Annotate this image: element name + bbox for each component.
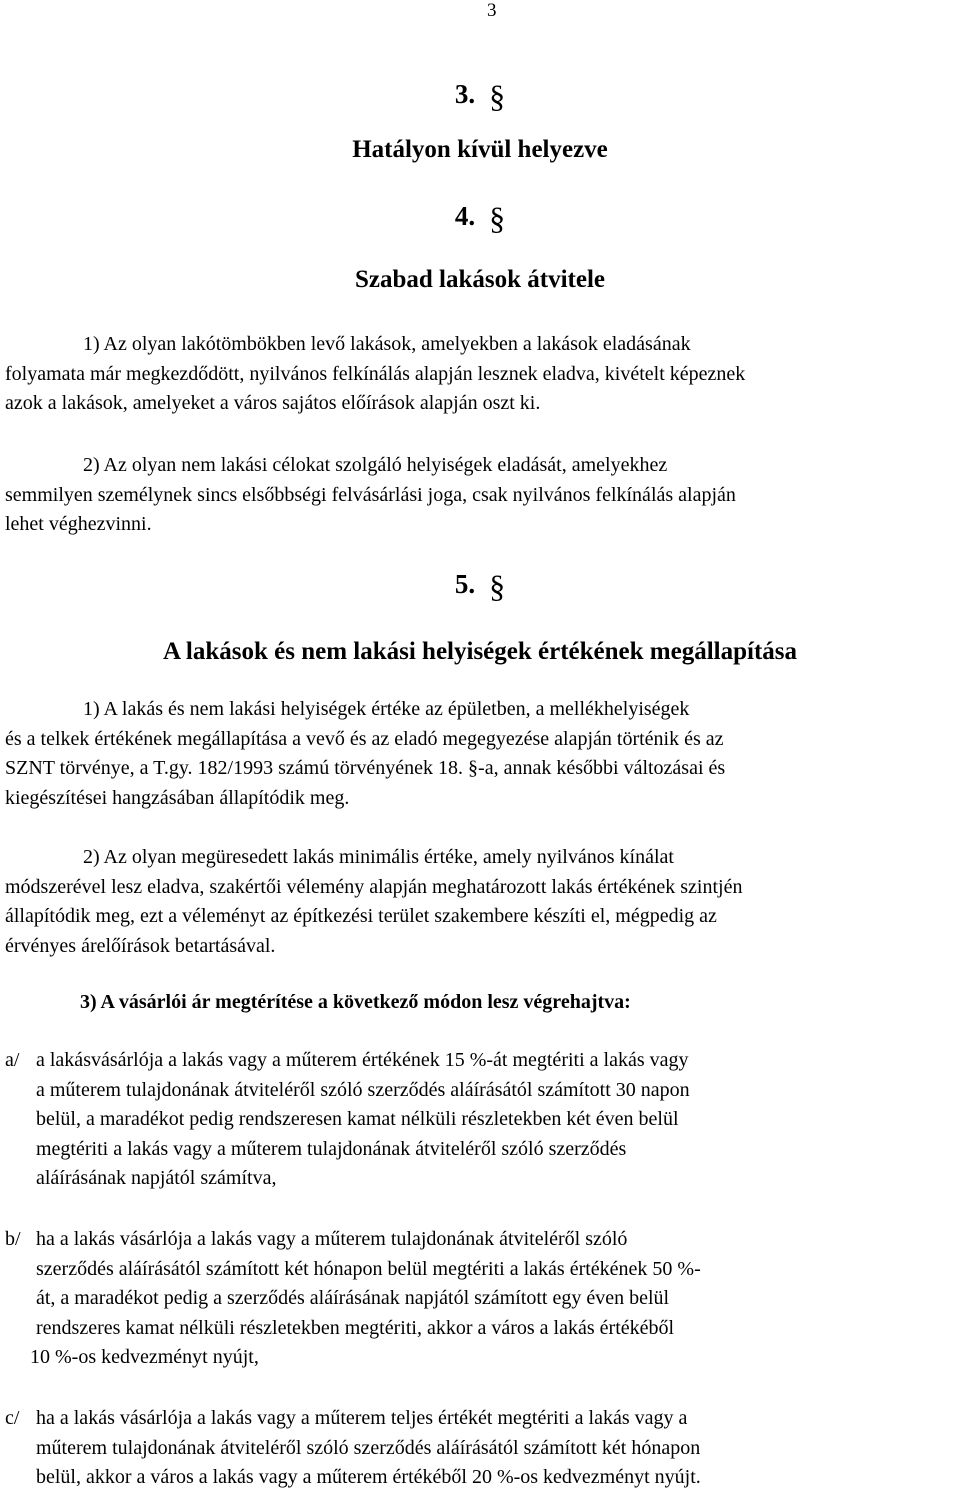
section-4-number: 4.: [454, 201, 476, 231]
section-4-paragraph-1: [5, 330, 955, 419]
text-line: belül, a maradékot pedig rendszeresen kamat nélküli részletekben két éven belül: [36, 1108, 679, 1130]
section-5-number: 5.: [454, 569, 476, 599]
section-5-paragraph-1: [5, 695, 955, 813]
text-line: a lakásvásárlója a lakás vagy a műterem értékének 15 %-át megtériti a lakás vagy: [36, 1049, 689, 1071]
text-line: kiegészítései hangzásában állapítódik meg.: [5, 786, 350, 809]
text-line: szerződés aláírásától számított két hónapon belül megtériti a lakás értékének 50 %-: [36, 1257, 701, 1280]
text-line: és a telkek értékének megállapítása a vevő és az eladó megegyezése alapján történik és az: [5, 727, 724, 750]
text-line: belül, akkor a város a lakás vagy a műterem értékéből 20 %-os kedvezményt nyújt.: [36, 1466, 701, 1488]
section-symbol-icon: §: [489, 568, 506, 604]
section-5-paragraph-3-heading: 3) A vásárlói ár megtérítése a következő módon lesz végrehajtva:: [80, 991, 631, 1013]
section-5-heading: [0, 564, 960, 604]
text-line: 1) A lakás és nem lakási helyiségek értéke az épületben, a mellékhelyiségek: [83, 698, 690, 720]
list-item-c: [5, 1404, 701, 1493]
text-line: állapítódik meg, ezt a véleményt az építkezési terület szakembere készíti el, mégpedig az: [5, 905, 717, 927]
list-marker: a/: [5, 1049, 20, 1071]
text-line: műterem tulajdonának átviteléről szóló szerződés aláírásától számított két hónapon: [36, 1436, 701, 1459]
list-item-b: [5, 1225, 701, 1373]
list-marker: b/: [5, 1228, 21, 1250]
text-line: a műterem tulajdonának átviteléről szóló szerződés aláírásától számított 30 napon: [36, 1078, 690, 1101]
text-line: 10 %-os kedvezményt nyújt,: [30, 1346, 259, 1368]
text-line: aláírásának napjától számítva,: [36, 1167, 277, 1189]
text-line: át, a maradékot pedig a szerződés aláírásának napjától számított egy éven belül: [36, 1287, 670, 1309]
section-symbol-icon: §: [489, 200, 506, 236]
list-item-a: [5, 1046, 690, 1194]
section-4-heading: [0, 196, 960, 236]
list-marker: c/: [5, 1407, 20, 1429]
text-line: 2) Az olyan nem lakási célokat szolgáló helyiségek eladását, amelyekhez: [83, 454, 668, 476]
text-line: 1) Az olyan lakótömbökben levő lakások, amelyekben a lakások eladásának: [83, 333, 691, 355]
text-line: lehet véghezvinni.: [5, 513, 152, 535]
section-3-title: Hatályon kívül helyezve: [352, 136, 608, 163]
section-symbol-icon: §: [489, 78, 506, 114]
section-4-paragraph-2: [5, 451, 955, 540]
text-line: azok a lakások, amelyeket a város sajátos előírások alapján oszt ki.: [5, 392, 541, 414]
text-line: módszerével lesz eladva, szakértői vélemény alapján meghatározott lakás értékének szintjén: [5, 875, 743, 898]
section-5-paragraph-2: [5, 843, 955, 961]
section-3-number: 3.: [454, 79, 476, 109]
section-5-title: A lakások és nem lakási helyiségek értékének megállapítása: [162, 638, 798, 665]
text-line: érvényes árelőírások betartásával.: [5, 934, 276, 957]
section-3-heading: [0, 74, 960, 114]
text-line: megtériti a lakás vagy a műterem tulajdonának átviteléről szóló szerződés: [36, 1137, 627, 1160]
text-line: ha a lakás vásárlója a lakás vagy a műterem tulajdonának átviteléről szóló: [36, 1228, 628, 1250]
text-line: ha a lakás vásárlója a lakás vagy a műterem teljes értékét megtériti a lakás vagy a: [36, 1407, 688, 1429]
page-number: 3: [487, 0, 497, 21]
text-line: rendszeres kamat nélküli részletekben megtériti, akkor a város a lakás értékéből: [36, 1316, 675, 1339]
text-line: 2) Az olyan megüresedett lakás minimális értéke, amely nyilvános kínálat: [83, 846, 674, 868]
section-4-title: Szabad lakások átvitele: [354, 266, 606, 293]
text-line: semmilyen személynek sincs elsőbbségi felvásárlási joga, csak nyilvános felkínálás alapján: [5, 483, 736, 506]
text-line: SZNT törvénye, a T.gy. 182/1993 számú törvényének 18. §-a, annak későbbi változásai és: [5, 757, 726, 779]
text-line: folyamata már megkezdődött, nyilvános felkínálás alapján lesznek eladva, kivételt képeznek: [5, 362, 746, 385]
